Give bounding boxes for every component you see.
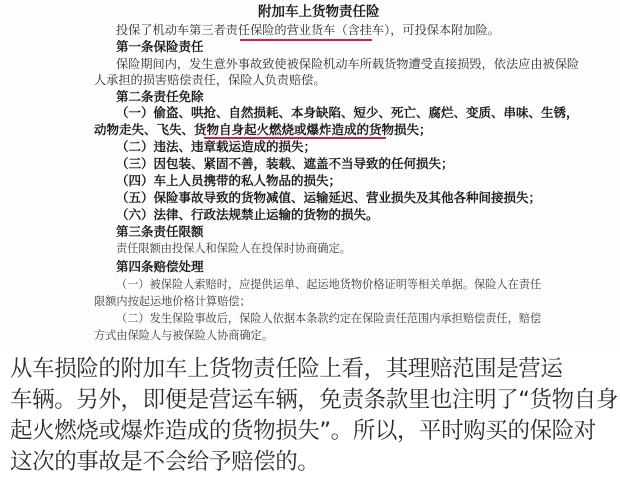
exclusion-5: （五）保险事故导致的货物减值、运输延迟、营业损失及其他各种间接损失； (116, 190, 542, 205)
exclusion-1-line-1: （一）偷盗、哄抢、自然损耗、本身缺陷、短少、死亡、腐烂、变质、串味、生锈， (116, 105, 579, 120)
article-1-line-2: 人承担的损害赔偿责任，保险人负责赔偿。 (94, 73, 326, 87)
exclusion-1-post: ； (419, 122, 432, 137)
exclusion-6: （六）法律、行政法规禁止运输的货物的损失。 (116, 207, 379, 222)
highlight-underline-intro (240, 39, 372, 41)
article-4-p1-line-1: （一）被保险人索赔时，应提供运单、起运地货物价格证明等相关单据。保险人在责任 (116, 278, 542, 291)
exclusion-3: （三）因包装、紧固不善，装载、遮盖不当导致的任何损失； (116, 156, 454, 171)
article-1-line-1: 保险期间内，发生意外事故致使被保险机动车所载货物遭受直接损毁，依法应由被保险 (116, 57, 580, 71)
caption-line-1: 从车损险的附加车上货物责任险上看，其理赔范围是营运 (10, 356, 563, 382)
commentary-caption (0, 346, 620, 481)
article-3-title: 第三条责任限额 (116, 224, 204, 239)
article-4-p2-line-2: 方式由保险人与被保险人协商确定。 (94, 329, 274, 342)
article-1-title: 第一条保险责任 (116, 39, 204, 54)
article-3-line-1: 责任限额由投保人和保险人在投保时协商确定。 (116, 242, 351, 255)
article-2-title: 第二条责任免除 (116, 89, 204, 104)
intro-highlighted: 保险的营业货车（含挂车） (250, 23, 391, 37)
caption-line-3: 起火燃烧或爆炸造成的货物损失”。所以，平时购买的保险对 (10, 418, 596, 444)
article-4-p1-line-2: 限额内按起运地价格计算赔偿； (94, 295, 251, 308)
exclusion-1-line-2 (94, 122, 432, 138)
intro-line (116, 22, 500, 38)
intro-pre: 投保了机动车第三者责任 (116, 23, 251, 37)
article-4-p2-line-1: （二）发生保险事故后，保险人依据本条款约定在保险责任范围内承担赔偿责任，赔偿 (116, 312, 542, 325)
caption-line-2: 车辆。另外，即便是营运车辆，免责条款里也注明了“货物自身 (10, 387, 618, 413)
exclusion-1-highlighted: 起火燃烧或爆炸造成的货物损失 (244, 122, 420, 137)
exclusion-2: （二）违法、违章载运造成的损失； (116, 139, 317, 154)
article-4-title: 第四条赔偿处理 (116, 259, 204, 274)
intro-post: ，可投保本附加险。 (390, 23, 500, 37)
caption-line-4: 这次的事故是不会给予赔偿的。 (10, 449, 320, 475)
exclusion-1-pre: 动物走失、飞失、货物自身 (94, 122, 245, 137)
document-title: 附加车上货物责任险 (258, 4, 380, 20)
exclusion-4: （四）车上人员携带的私人物品的损失； (116, 173, 342, 188)
